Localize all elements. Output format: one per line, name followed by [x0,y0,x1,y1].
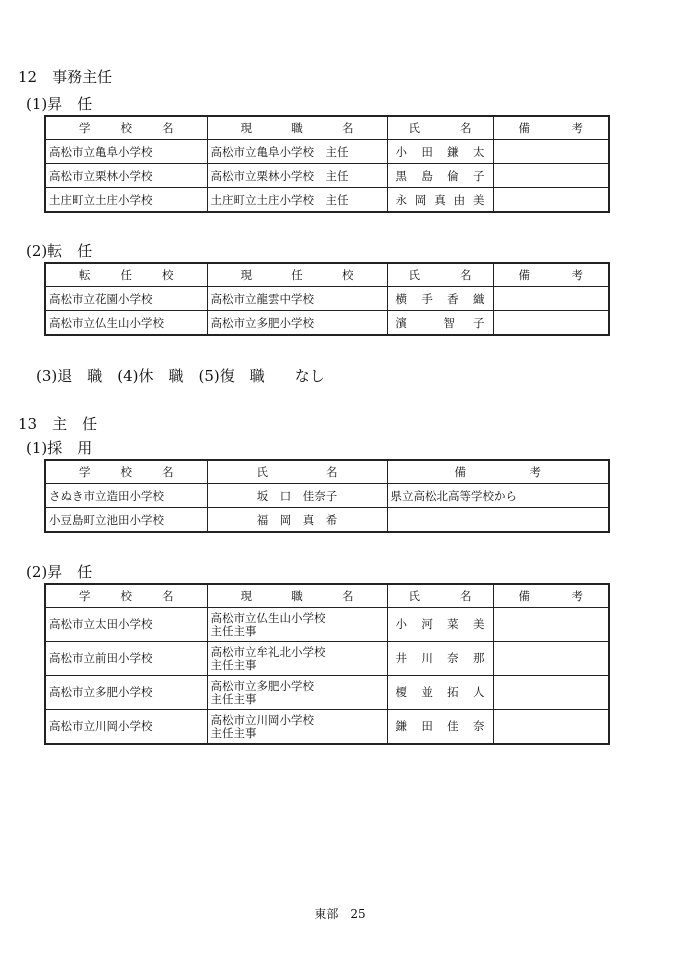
cell-school: 高松市立花園小学校 [45,287,207,311]
cell-position [207,710,387,745]
header-name: 氏 名 [387,584,493,608]
header-name: 氏 名 [207,460,387,484]
table-row [45,287,609,311]
cell-school: 高松市立亀阜小学校 [45,140,207,164]
section-13-promotion-heading: (2)昇 任 [26,563,93,581]
cell-position: 高松市立亀阜小学校 主任 [207,140,387,164]
table-row [45,484,609,508]
cell-school: 高松市立前田小学校 [45,642,207,676]
position-line-2: 主任主事 [210,657,257,672]
position-line-2: 主任主事 [210,623,257,638]
cell-position: 高松市立多肥小学校 [207,311,387,336]
s12-transfer-table [44,262,610,336]
cell-school: 高松市立川岡小学校 [45,710,207,745]
section-12-other-statuses: (3)退 職 (4)休 職 (5)復 職 なし [36,367,325,385]
cell-note [387,508,609,533]
table-row [45,676,609,710]
s13-hiring-table [44,459,610,533]
header-position: 現 任 校 [207,263,387,287]
cell-note [493,311,609,336]
header-note: 備 考 [493,584,609,608]
cell-name: 井 川 奈 那 [387,642,493,676]
cell-position [207,642,387,676]
s13-promotion-table [44,583,610,745]
header-note: 備 考 [387,460,609,484]
page-footer: 東部 25 [314,907,366,921]
cell-name: 小 田 鎌 太 [387,140,493,164]
cell-note [493,164,609,188]
cell-school: 高松市立仏生山小学校 [45,311,207,336]
cell-position: 高松市立龍雲中学校 [207,287,387,311]
position-line-1: 高松市立仏生山小学校 [210,610,326,625]
table-header-row [45,263,609,287]
position-line-2: 主任主事 [210,725,257,740]
cell-note [493,710,609,745]
header-name: 氏 名 [387,263,493,287]
cell-note [493,287,609,311]
section-12-transfer-heading: (2)転 任 [26,242,93,260]
header-position: 現 職 名 [207,116,387,140]
header-position: 現 職 名 [207,584,387,608]
table-row [45,188,609,213]
cell-note: 県立高松北高等学校から [387,484,609,508]
table-header-row [45,460,609,484]
cell-position [207,608,387,642]
position-line-1: 高松市立牟礼北小学校 [210,644,326,659]
table-row [45,164,609,188]
cell-note [493,188,609,213]
cell-note [493,676,609,710]
table-header-row [45,116,609,140]
cell-name: 坂 口 佳奈子 [207,484,387,508]
cell-note [493,642,609,676]
table-row [45,140,609,164]
table-row [45,608,609,642]
cell-school: 高松市立栗林小学校 [45,164,207,188]
cell-position: 高松市立栗林小学校 主任 [207,164,387,188]
table-row [45,710,609,745]
table-row [45,508,609,533]
cell-note [493,608,609,642]
cell-name: 小 河 菜 美 [387,608,493,642]
section-13-hiring-heading: (1)採 用 [26,439,93,457]
header-school: 学 校 名 [45,584,207,608]
cell-name: 濱 智 子 [387,311,493,336]
position-line-1: 高松市立川岡小学校 [210,712,314,727]
cell-school: 小豆島町立池田小学校 [45,508,207,533]
header-name: 氏 名 [387,116,493,140]
cell-name: 鎌 田 佳 奈 [387,710,493,745]
cell-note [493,140,609,164]
section-12-title: 12 事務主任 [18,68,113,86]
section-13-title: 13 主 任 [18,415,98,433]
header-note: 備 考 [493,263,609,287]
cell-position [207,676,387,710]
cell-position: 土庄町立土庄小学校 主任 [207,188,387,213]
cell-name: 横 手 香 織 [387,287,493,311]
cell-name: 榎 並 拓 人 [387,676,493,710]
s12-promotion-table [44,115,610,213]
position-line-1: 高松市立多肥小学校 [210,678,314,693]
header-school: 転 任 校 [45,263,207,287]
cell-school: 高松市立太田小学校 [45,608,207,642]
section-12-promotion-heading: (1)昇 任 [26,95,93,113]
position-line-2: 主任主事 [210,691,257,706]
table-row [45,642,609,676]
cell-name: 永 岡 真 由 美 [387,188,493,213]
table-row [45,311,609,336]
cell-name: 福 岡 真 希 [207,508,387,533]
header-note: 備 考 [493,116,609,140]
header-school: 学 校 名 [45,116,207,140]
table-header-row [45,584,609,608]
header-school: 学 校 名 [45,460,207,484]
cell-school: さぬき市立造田小学校 [45,484,207,508]
cell-name: 黒 島 倫 子 [387,164,493,188]
cell-school: 土庄町立土庄小学校 [45,188,207,213]
cell-school: 高松市立多肥小学校 [45,676,207,710]
